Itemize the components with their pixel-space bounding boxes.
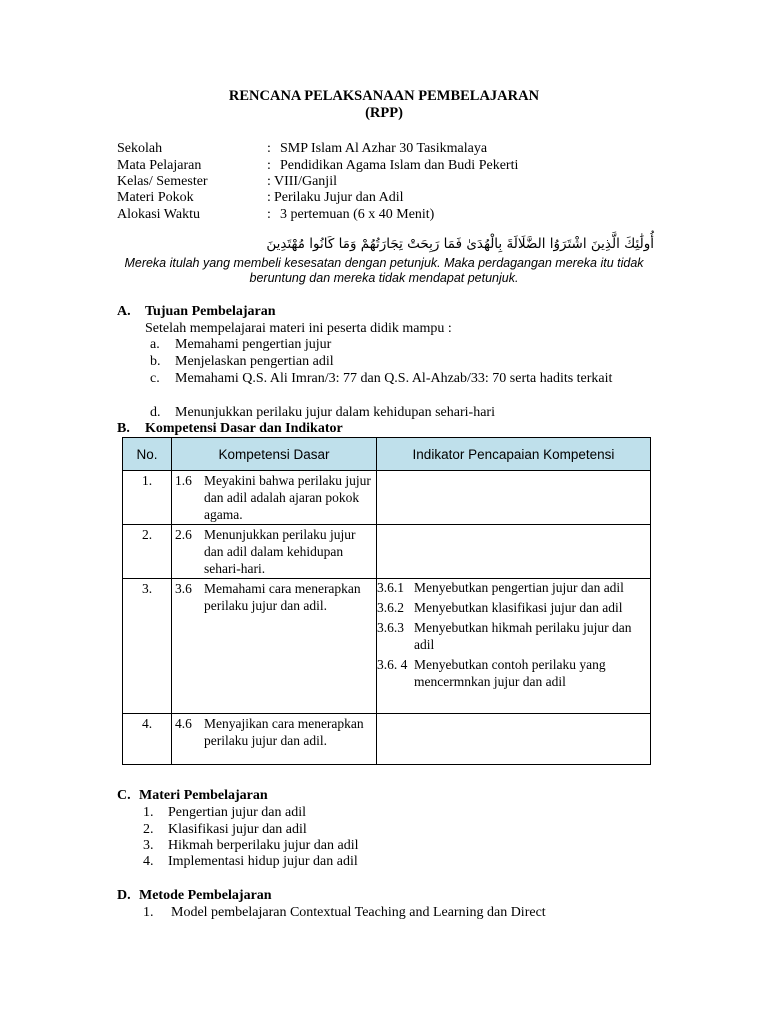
competency-table [122, 437, 651, 765]
competency-text: Menunjukkan perilaku jujur dan adil dalam kehidupan sehari-hari. [204, 527, 356, 576]
competency-cell [172, 714, 377, 765]
indicator-cell [377, 714, 651, 765]
competency-number: 4.6 [175, 716, 192, 731]
competency-cell [172, 525, 377, 579]
arabic-verse: أُولَٰئِكَ الَّذِينَ اشْتَرَوُا الضَّلَالَةَ بِالْهُدَىٰ فَمَا رَبِحَتْ تِجَارَتُهُمْ وَمَا كَانُوا مُهْتَدِينَ [266, 236, 654, 252]
identity-label: Kelas/ Semester [117, 174, 208, 189]
indicator-text: Menyebutkan klasifikasi jujur dan adil [414, 600, 623, 615]
list-text: Menjelaskan pengertian adil [175, 354, 334, 369]
list-item [143, 853, 543, 870]
list-marker: 4. [143, 854, 154, 869]
document-subtitle: (RPP) [365, 105, 403, 121]
section-title: Kompetensi Dasar dan Indikator [145, 421, 343, 436]
list-item [143, 804, 543, 821]
competency-number: 1.6 [175, 473, 192, 488]
table-header-row [123, 438, 651, 471]
document-title: RENCANA PELAKSANAAN PEMBELAJARAN [228, 88, 540, 104]
indicator-text: Menyebutkan hikmah perilaku jujur dan adil [414, 620, 632, 652]
list-text: Pengertian jujur dan adil [168, 805, 307, 820]
indicator-item [377, 619, 650, 653]
indicator-item [377, 579, 650, 596]
section-title: Metode Pembelajaran [139, 888, 272, 903]
list-text: Klasifikasi jujur dan adil [168, 822, 307, 837]
competency-text: Menyajikan cara menerapkan perilaku jujur dan adil. [204, 716, 364, 748]
indicator-text: Menyebutkan pengertian jujur dan adil [414, 580, 624, 595]
indicator-cell [377, 525, 651, 579]
indicator-item [377, 599, 650, 616]
indicator-cell [377, 579, 651, 714]
identity-label: Alokasi Waktu [117, 207, 200, 222]
section-d-heading [117, 887, 517, 904]
identity-colon: : [267, 141, 271, 156]
list-marker: c. [150, 371, 160, 386]
list-item [150, 370, 640, 404]
indicator-item [377, 656, 650, 690]
list-item [143, 904, 643, 921]
identity-value: Perilaku Jujur dan Adil [274, 190, 404, 205]
list-text: Hikmah berperilaku jujur dan adil [168, 838, 359, 853]
section-b-heading [117, 420, 517, 437]
list-text: Menunjukkan perilaku jujur dalam kehidupan sehari-hari [175, 405, 495, 420]
section-title: Tujuan Pembelajaran [145, 304, 276, 319]
section-a-intro: Setelah mempelajarai materi ini peserta didik mampu : [145, 321, 452, 336]
competency-text: Memahami cara menerapkan perilaku jujur dan adil. [204, 581, 361, 613]
column-header-no: No. [123, 438, 172, 471]
table-row [123, 579, 651, 714]
identity-value: 3 pertemuan (6 x 40 Menit) [280, 207, 435, 222]
list-text: Memahami pengertian jujur [175, 337, 332, 352]
identity-colon: : [267, 158, 271, 173]
identity-label: Mata Pelajaran [117, 158, 202, 173]
list-item [150, 336, 640, 353]
section-letter: D. [117, 888, 131, 903]
section-letter: C. [117, 788, 131, 803]
identity-value: SMP Islam Al Azhar 30 Tasikmalaya [280, 141, 488, 156]
section-title: Materi Pembelajaran [139, 788, 268, 803]
indicator-cell [377, 471, 651, 525]
table-row [123, 525, 651, 579]
indicator-number: 3.6. 4 [377, 657, 408, 672]
column-header-indikator: Indikator Pencapaian Kompetensi [377, 438, 651, 471]
indicator-number: 3.6.3 [377, 620, 404, 635]
list-marker: a. [150, 337, 160, 352]
list-text: Model pembelajaran Contextual Teaching and Learning dan Direct [171, 905, 546, 920]
list-item [150, 404, 640, 421]
competency-number: 3.6 [175, 581, 192, 596]
row-number: 4. [123, 714, 172, 765]
identity-value: Pendidikan Agama Islam dan Budi Pekerti [280, 158, 519, 173]
indicator-text: Menyebutkan contoh perilaku yang mencermnkan jujur dan adil [414, 657, 606, 689]
identity-label: Sekolah [117, 141, 163, 156]
identity-colon: : [267, 207, 271, 222]
section-c-heading [117, 787, 517, 804]
list-text: Implementasi hidup jujur dan adil [168, 854, 358, 869]
section-letter: A. [117, 304, 131, 319]
list-marker: 2. [143, 822, 154, 837]
competency-text: Meyakini bahwa perilaku jujur dan adil adalah ajaran pokok agama. [204, 473, 371, 522]
list-item [143, 837, 543, 854]
list-marker: 1. [143, 805, 154, 820]
list-item [143, 821, 543, 838]
section-a-heading [117, 303, 517, 320]
row-number: 3. [123, 579, 172, 714]
identity-colon: : [267, 190, 271, 205]
list-marker: 3. [143, 838, 154, 853]
table-row [123, 714, 651, 765]
row-number: 2. [123, 525, 172, 579]
list-marker: b. [150, 354, 161, 369]
section-letter: B. [117, 421, 130, 436]
verse-translation: Mereka itulah yang membeli kesesatan dengan petunjuk. Maka perdagangan mereka itu tidak beruntung dan mereka tidak mendapat petunjuk. [124, 256, 644, 285]
competency-number: 2.6 [175, 527, 192, 542]
competency-cell [172, 471, 377, 525]
list-marker: 1. [143, 905, 154, 920]
identity-value: VIII/Ganjil [274, 174, 337, 189]
column-header-kompetensi-dasar: Kompetensi Dasar [172, 438, 377, 471]
list-text: Memahami Q.S. Ali Imran/3: 77 dan Q.S. Al-Ahzab/33: 70 serta hadits terkait [175, 371, 613, 386]
indicator-number: 3.6.2 [377, 600, 404, 615]
list-marker: d. [150, 405, 161, 420]
identity-label: Materi Pokok [117, 190, 194, 205]
list-item [150, 353, 640, 370]
row-number: 1. [123, 471, 172, 525]
indicator-number: 3.6.1 [377, 580, 404, 595]
competency-cell [172, 579, 377, 714]
identity-colon: : [267, 174, 271, 189]
table-row [123, 471, 651, 525]
